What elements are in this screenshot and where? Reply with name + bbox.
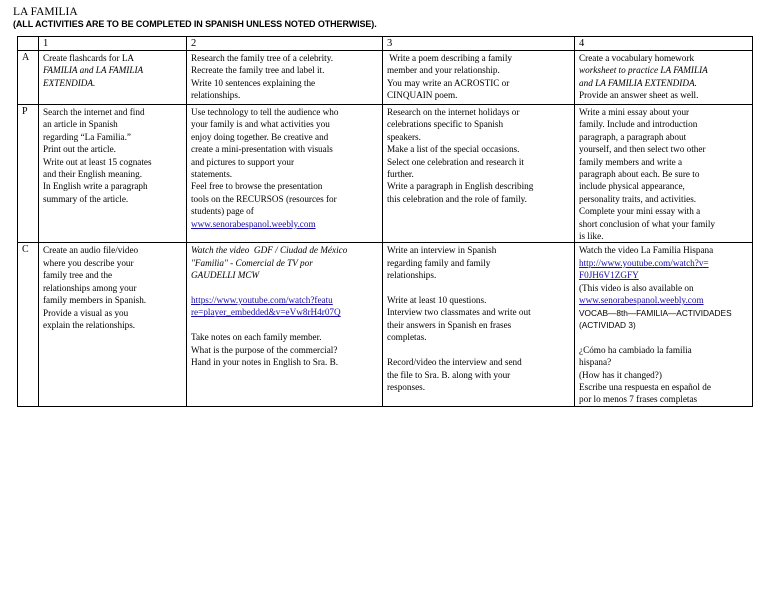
cell-line: Use technology to tell the audience who <box>191 107 339 117</box>
cell-line: explain the relationships. <box>43 319 136 330</box>
cell-line: Recreate the family tree and label it. <box>191 65 325 76</box>
cell-line: Write a poem describing a family <box>387 53 512 63</box>
table-cell <box>383 105 575 243</box>
spacer <box>579 331 748 343</box>
cell-line: an article in Spanish <box>43 119 118 130</box>
cell-line: further. <box>387 169 414 180</box>
cell-line: Write a mini essay about your <box>579 107 690 117</box>
cell-line: create a mini-presentation with visuals <box>191 144 333 155</box>
table-header-row <box>18 37 753 51</box>
table-cell <box>383 243 575 406</box>
cell-line: Hand in your notes in English to Sra. B. <box>191 357 338 368</box>
cell-line: You may write an ACROSTIC or <box>387 77 510 88</box>
table-cell <box>39 243 187 406</box>
cell-line: member and your relationship. <box>387 65 500 76</box>
cell-line: Take notes on each family member. <box>191 332 322 343</box>
cell-line: GAUDELLI MCW <box>191 270 260 281</box>
cell-line: (This video is also available on <box>579 282 694 293</box>
cell-line: Feel free to browse the presentation <box>191 181 323 192</box>
table-cell <box>39 51 187 105</box>
column-header <box>18 37 39 51</box>
cell-line: Print out the article. <box>43 144 116 155</box>
cell-line: Research on the internet holidays or <box>387 107 520 117</box>
cell-line: Write an interview in Spanish <box>387 245 497 256</box>
cell-line: hispana? <box>579 357 612 368</box>
spacer <box>191 282 378 294</box>
cell-line: relationships. <box>191 90 241 101</box>
cell-line: Create an audio file/video <box>43 245 139 256</box>
cell-line: family tree and the <box>43 270 113 281</box>
table-cell <box>187 105 383 243</box>
table-cell <box>187 51 383 105</box>
cell-line: speakers. <box>387 131 421 142</box>
cell-line: yourself, and then select two other <box>579 144 706 155</box>
row-label: P <box>18 105 39 243</box>
cell-line: statements. <box>191 169 233 180</box>
cell-line: Search the internet and find <box>43 107 145 117</box>
cell-line: paragraph, a paragraph about <box>579 131 687 142</box>
youtube-link[interactable]: re=player_embedded&v=eVw8rH4r07Q <box>191 307 341 318</box>
table-cell <box>575 105 753 243</box>
cell-line: and pictures to support your <box>191 156 295 167</box>
cell-line: regarding “La Familia.” <box>43 131 132 142</box>
cell-line: the file to Sra. B. along with your <box>387 369 511 380</box>
cell-line: Watch the video GDF / Ciudad de México <box>191 245 348 256</box>
cell-line: Complete your mini essay with a <box>579 206 701 217</box>
cell-line: relationships. <box>387 270 437 281</box>
youtube-link[interactable]: F0JH6V1ZGFY <box>579 270 639 281</box>
cell-line: Create a vocabulary homework <box>579 53 695 63</box>
page-subtitle: (ALL ACTIVITIES ARE TO BE COMPLETED IN SPANISH UNLESS NOTED OTHERWISE). <box>13 19 377 29</box>
youtube-link[interactable]: http://www.youtube.com/watch?v= <box>579 257 709 268</box>
cell-line: ¿Cómo ha cambiado la familia <box>579 344 692 355</box>
table-cell <box>187 243 383 406</box>
cell-line: and LA FAMILIA EXTENDIDA. <box>579 77 697 88</box>
cell-line: (ACTIVIDAD 3) <box>579 319 636 330</box>
cell-line: worksheet to practice LA FAMILIA <box>579 65 708 76</box>
cell-line: Watch the video La Familia Hispana <box>579 245 714 256</box>
cell-line: family. Include and introduction <box>579 119 698 130</box>
table-row <box>18 243 753 406</box>
spacer <box>387 344 570 356</box>
cell-line: include physical appearance, <box>579 181 685 192</box>
cell-line: What is the purpose of the commercial? <box>191 344 338 355</box>
cell-line: this celebration and the role of family. <box>387 193 527 204</box>
cell-line: Write 10 sentences explaining the <box>191 77 316 88</box>
column-header: 2 <box>187 37 383 51</box>
spacer <box>191 319 378 331</box>
cell-line: family members and write a <box>579 156 683 167</box>
cell-line: FAMILIA and LA FAMILIA <box>43 65 144 76</box>
cell-line: students) page of <box>191 206 254 217</box>
cell-line: Create flashcards for LA <box>43 53 135 63</box>
cell-line: In English write a paragraph <box>43 181 148 192</box>
cell-line: family members in Spanish. <box>43 295 147 306</box>
table-row <box>18 51 753 105</box>
cell-line: Select one celebration and research it <box>387 156 524 167</box>
cell-line: regarding family and family <box>387 257 491 268</box>
table-cell <box>39 105 187 243</box>
cell-line: CINQUAIN poem. <box>387 90 458 101</box>
table-cell <box>575 243 753 406</box>
cell-line: celebrations specific to Spanish <box>387 119 504 130</box>
cell-line: enjoy doing together. Be creative and <box>191 131 329 142</box>
cell-line: responses. <box>387 381 426 392</box>
website-link[interactable]: www.senorabespanol.weebly.com <box>191 218 316 229</box>
cell-line: (How has it changed?) <box>579 369 662 380</box>
cell-line: and their English meaning. <box>43 169 142 180</box>
column-header: 1 <box>39 37 187 51</box>
cell-line: Provide an answer sheet as well. <box>579 90 699 101</box>
cell-line: tools on the RECURSOS (resources for <box>191 193 337 204</box>
cell-line: their answers in Spanish en frases <box>387 319 512 330</box>
cell-line: short conclusion of what your family <box>579 218 716 229</box>
cell-line: EXTENDIDA. <box>43 77 96 88</box>
table-row <box>18 105 753 243</box>
cell-line: Escribe una respuesta en español de <box>579 381 711 392</box>
cell-line: Interview two classmates and write out <box>387 307 531 318</box>
cell-line: Make a list of the special occasions. <box>387 144 520 155</box>
column-header: 4 <box>575 37 753 51</box>
cell-line: por lo menos 7 frases completas <box>579 394 698 405</box>
website-link[interactable]: www.senorabespanol.weebly.com <box>579 295 704 306</box>
cell-line: Write out at least 15 cognates <box>43 156 152 167</box>
cell-line: Write a paragraph in English describing <box>387 181 534 192</box>
cell-line: Write at least 10 questions. <box>387 295 487 306</box>
row-label: A <box>18 51 39 105</box>
cell-line: summary of the article. <box>43 193 129 204</box>
cell-line: completas. <box>387 332 427 343</box>
cell-line: is like. <box>579 231 604 242</box>
cell-line: "Familia" - Comercial de TV por <box>191 257 313 268</box>
cell-line: Provide a visual as you <box>43 307 129 318</box>
page-title: LA FAMILIA <box>13 6 78 18</box>
table-cell <box>575 51 753 105</box>
column-header: 3 <box>383 37 575 51</box>
activity-table <box>17 36 753 407</box>
cell-line: Record/video the interview and send <box>387 357 522 368</box>
cell-line: VOCAB—8th—FAMILIA—ACTIVIDADES <box>579 307 732 318</box>
row-label: C <box>18 243 39 406</box>
youtube-link[interactable]: https://www.youtube.com/watch?featu <box>191 295 333 306</box>
table-cell <box>383 51 575 105</box>
cell-line: relationships among your <box>43 282 137 293</box>
cell-line: Research the family tree of a celebrity. <box>191 53 333 63</box>
cell-line: paragraph about each. Be sure to <box>579 169 700 180</box>
spacer <box>387 282 570 294</box>
cell-line: your family is and what activities you <box>191 119 330 130</box>
cell-line: where you describe your <box>43 257 134 268</box>
cell-line: personality traits, and activities. <box>579 193 697 204</box>
